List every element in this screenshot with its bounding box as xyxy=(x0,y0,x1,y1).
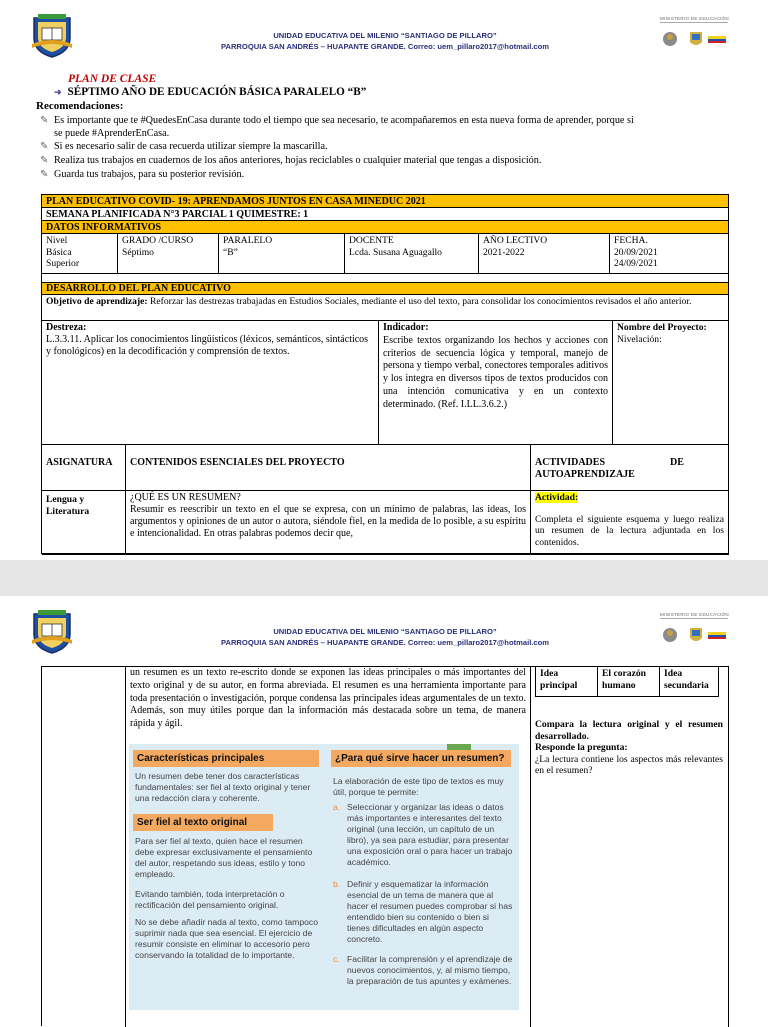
no-anadir-text: No se debe añadir nada al texto, como tampoco suprimir nada que sea esencial. El ejercicio de resumir consiste en eliminar lo accesorio pero conservando la totalidad de lo importante. xyxy=(135,917,318,960)
letterhead xyxy=(0,596,768,658)
list-item: a. Seleccionar y organizar las ideas o datos más importantes e interesantes del texto original (una lección, un capítulo de un libro), ya sea para estudiar, para presentar una exposición oral o para hacer un trabajo académico. xyxy=(333,802,513,867)
letterhead xyxy=(0,0,768,62)
divider xyxy=(660,22,728,23)
school-name: UNIDAD EDUCATIVA DEL MILENIO “SANTIAGO DE PILLARO” xyxy=(273,627,497,636)
para-que-text: La elaboración de este tipo de textos es muy útil, porque te permite: xyxy=(333,776,504,797)
school-name: UNIDAD EDUCATIVA DEL MILENIO “SANTIAGO DE PILLARO” xyxy=(273,31,497,40)
ministry-label: MINISTERIO DE EDUCACIÓN xyxy=(660,16,729,21)
pencil-icon: ✎ xyxy=(40,115,49,126)
info-nivel: Nivel Básica Superior xyxy=(42,234,118,274)
pencil-icon: ✎ xyxy=(40,155,49,166)
esquema-cell: Idea principal xyxy=(536,667,598,696)
subtitle-text: SÉPTIMO AÑO DE EDUCACIÓN BÁSICA PARALELO “B” xyxy=(67,86,367,98)
list-item: c. Facilitar la comprensión y el aprendizaje de nuevos conocimientos, y, al mismo tiempo, la preparación de tus apuntes y exámenes. xyxy=(333,954,513,986)
school-address: PARROQUIA SAN ANDRÉS – HUAPANTE GRANDE. Correo: uem_pillaro2017@hotmail.com xyxy=(220,42,550,51)
col-actividades: ACTIVIDADES DE AUTOAPRENDIZAJE xyxy=(531,445,729,491)
school-logo-icon xyxy=(30,12,74,58)
asignatura-cell-cont xyxy=(42,667,126,1027)
contenidos-cell: ¿QUÉ ES UN RESUMEN? Resumir es reescribir un texto en el que se expresa, con un mínimo de palabras, las ideas, los argumentos y opiniones de un autor o autora, siéndole fiel, en la medida de lo posible, a su espíritu e intencionalidad. En otras palabras podemos decir que, xyxy=(126,491,531,555)
spacer-row xyxy=(42,274,729,283)
recommendation-item: ✎ Si es necesario salir de casa recuerda utilizar siempre la mascarilla. xyxy=(40,141,328,152)
fiel-heading: Ser fiel al texto original xyxy=(133,814,273,831)
esquema-table xyxy=(535,667,719,697)
para-que-heading: ¿Para qué sirve hacer un resumen? xyxy=(331,750,511,767)
page-gap xyxy=(0,560,768,596)
plan-title: PLAN DE CLASE xyxy=(68,73,157,85)
objetivo-row: Objetivo de aprendizaje: Reforzar las destrezas trabajadas en Estudios Sociales, mediante el uso del texto, para consolidar los conocimientos revisados el año anterior. xyxy=(42,295,729,321)
recommendations-label: Recomendaciones: xyxy=(36,100,124,112)
caracteristicas-heading: Características principales xyxy=(133,750,319,767)
info-fecha: FECHA. 20/09/2021 24/09/2021 xyxy=(610,234,729,274)
ministry-label: MINISTERIO DE EDUCACIÓN xyxy=(660,612,729,617)
fiel-text: Para ser fiel al texto, quien hace el resumen debe expresar exclusivamente el pensamiento del autor, respetando sus ideas, estilo y tono empleado. xyxy=(135,836,313,879)
recommendation-item: ✎ Realiza tus trabajos en cuadernos de los años anteriores, hojas reciclables o cualquier material que tengas a disposición. xyxy=(40,155,542,166)
actividades-cell: Actividad: Completa el siguiente esquema y luego realiza un resumen de la lectura adjuntada en los contenidos. xyxy=(531,491,729,555)
asignatura-cell: Lengua y Literatura xyxy=(42,491,126,555)
indicador-cell: Indicador: Escribe textos organizando los hechos y acciones con criterios de secuencia lógica y temporal, manejo de persona y tiempo verbal, conectores temporales aditivos y los integra en diversos tipos de textos producidos con una intención comunicativa y en un contexto determinado. (Ref. I.LL.3.6.2.) xyxy=(379,321,613,445)
col-contenidos: CONTENIDOS ESENCIALES DEL PROYECTO xyxy=(126,445,531,491)
table-title: PLAN EDUCATIVO COVID- 19: APRENDAMOS JUNTOS EN CASA MINEDUC 2021 xyxy=(42,195,729,208)
compara-text: Compara la lectura original y el resumen desarrollado. Responde la pregunta: ¿La lectura contiene los aspectos más relevantes en el resumen? xyxy=(535,719,723,776)
desarrollo-header: DESARROLLO DEL PLAN EDUCATIVO xyxy=(42,283,729,295)
esquema-cell: El corazón humano xyxy=(598,667,660,696)
page-2 xyxy=(0,596,768,1024)
evitando-text: Evitando también, toda interpretación o rectificación del pensamiento original. xyxy=(135,889,285,910)
plan-table xyxy=(41,194,729,554)
green-tab xyxy=(447,744,471,750)
datos-informativos: DATOS INFORMATIVOS xyxy=(42,221,729,234)
ministry-emblems-icon xyxy=(660,624,730,646)
resumen-text: un resumen es un texto re-escrito donde se exponen las ideas principales o más importantes del texto original y de su autor, en forma abreviada. El resumen es una herramienta importante para toda presentación o investigación, porque condensa las principales ideas argumentales de un texto. Además, son muy útiles porque dan la información más destacada sobre un tema, de manera rápida y ágil. xyxy=(130,667,526,730)
divider xyxy=(660,618,728,619)
recommendation-item: ✎ Guarda tus trabajos, para su posterior revisión. xyxy=(40,169,245,180)
recommendation-cont: se puede #AprenderEnCasa. xyxy=(54,128,170,139)
info-docente: DOCENTE Lcda. Susana Aguagallo xyxy=(345,234,479,274)
pencil-icon: ✎ xyxy=(40,141,49,152)
col-asignatura: ASIGNATURA xyxy=(42,445,126,491)
info-paralelo: PARALELO “B” xyxy=(219,234,345,274)
destreza-cell: Destreza: L.3.3.11. Aplicar los conocimientos lingüísticos (léxicos, semánticos, sintácticos y fonológicos) en la decodificación y comprensión de textos. xyxy=(42,321,379,445)
week-row: SEMANA PLANIFICADA N°3 PARCIAL 1 QUIMESTRE: 1 xyxy=(42,208,729,221)
textbook-excerpt xyxy=(129,744,519,1010)
ministry-emblems-icon xyxy=(660,28,730,50)
recommendation-item: ✎ Es importante que te #QuedesEnCasa durante todo el tiempo que sea necesario, te acompañaremos en esta nueva forma de aprender, porque si xyxy=(40,115,634,126)
info-grado: GRADO /CURSO Séptimo xyxy=(118,234,219,274)
actividades-cell-cont xyxy=(531,667,729,1027)
list-item: b. Definir y esquematizar la información esencial de un tema de manera que al hacer el resumen puedes comprobar si has entendido bien su contenido o bien si tienes dificultades en algún aspecto concreto. xyxy=(333,879,513,944)
school-logo-icon xyxy=(30,608,74,654)
caracteristicas-text: Un resumen debe tener dos características fundamentales: ser fiel al texto original y tener una redacción clara y coherente. xyxy=(135,771,311,803)
pencil-icon: ✎ xyxy=(40,169,49,180)
plan-subtitle xyxy=(54,86,366,99)
arrow-bullet-icon: ➜ xyxy=(54,87,62,97)
info-anio: AÑO LECTIVO 2021-2022 xyxy=(479,234,610,274)
esquema-cell: Idea secundaria xyxy=(664,668,709,691)
school-address: PARROQUIA SAN ANDRÉS – HUAPANTE GRANDE. Correo: uem_pillaro2017@hotmail.com xyxy=(220,638,550,647)
proyecto-cell: Nombre del Proyecto: Nivelación: xyxy=(613,321,729,445)
